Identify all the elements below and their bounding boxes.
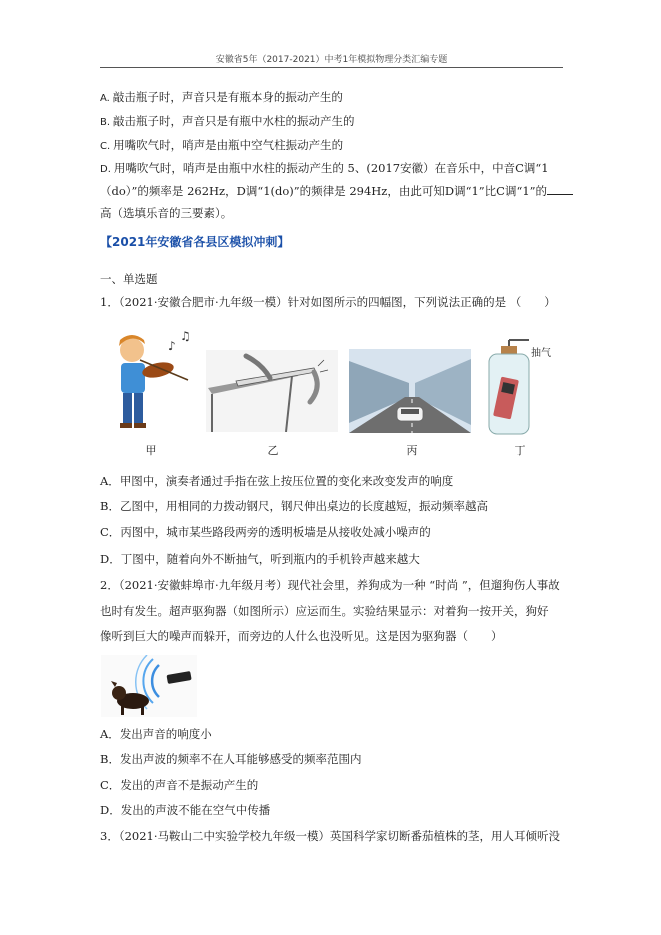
option-text: 发出的声波不能在空气中传播 bbox=[120, 803, 271, 817]
q2-stem-3: 像听到巨大的噪声而躲开，而旁边的人什么也没听见。这是因为驱狗器（ ） bbox=[100, 629, 503, 643]
option-text: 发出的声音不是振动产生的 bbox=[120, 778, 259, 792]
option-text: 敲击瓶子时，声音只是有瓶本身的振动产生的 bbox=[112, 90, 343, 104]
jar-phone-figure bbox=[483, 338, 553, 438]
dog-repeller-figure bbox=[101, 655, 197, 717]
page-header: 安徽省5年（2017-2021）中考1年模拟物理分类汇编专题 bbox=[215, 55, 448, 65]
caption-jia: 甲 bbox=[145, 444, 157, 457]
q2-option-b bbox=[100, 752, 361, 766]
q2-stem-1: 2．（2021·安徽蚌埠市·九年级月考）现代社会里，养狗成为一种 “时尚 ”，但遛狗伤人事故 bbox=[100, 578, 560, 592]
option-label: B. bbox=[100, 117, 111, 128]
part-title: 一、单选题 bbox=[100, 272, 158, 286]
q2-option-a bbox=[100, 727, 212, 741]
q1-option-a bbox=[100, 474, 453, 488]
option-label: A． bbox=[100, 727, 120, 741]
caption-yi: 乙 bbox=[267, 444, 279, 457]
sound-barrier-figure bbox=[349, 349, 471, 433]
q5-line1 bbox=[100, 184, 573, 198]
prev-option-d bbox=[100, 161, 549, 177]
answer-blank bbox=[547, 184, 573, 195]
prev-option-b bbox=[100, 114, 355, 130]
option-text: 乙图中，用相同的力拨动钢尺，钢尺伸出桌边的长度越短，振动频率越高 bbox=[119, 499, 488, 513]
caption-ding: 丁 bbox=[514, 444, 526, 457]
option-label: D. bbox=[100, 164, 111, 175]
ruler-table-figure bbox=[206, 350, 338, 432]
q1-option-b bbox=[100, 499, 488, 513]
header-rule bbox=[100, 67, 563, 68]
option-label: C． bbox=[100, 525, 121, 539]
q3-stem: 3．（2021·马鞍山二中实验学校九年级一模）英国科学家切断番茄植株的茎，用人耳倾听没 bbox=[100, 829, 560, 843]
option-label: C. bbox=[100, 141, 111, 152]
q5-line2: 高（选填乐音的三要素）。 bbox=[100, 206, 233, 220]
option-label: B． bbox=[100, 752, 120, 766]
option-text: 用嘴吹气时，哨声是由瓶中水柱的振动产生的 5、(2017安徽）在音乐中，中音C调“1 bbox=[113, 161, 549, 175]
option-text: 甲图中，演奏者通过手指在弦上按压位置的变化来改变发声的响度 bbox=[119, 474, 454, 488]
prev-option-a bbox=[100, 90, 343, 106]
svg-text:♪: ♪ bbox=[168, 339, 176, 353]
option-text: 丁图中，随着向外不断抽气，听到瓶内的手机铃声越来越大 bbox=[120, 552, 420, 566]
q1-option-c bbox=[100, 525, 431, 539]
svg-text:♫: ♫ bbox=[180, 329, 191, 343]
q5-text: （do）”的频率是 262Hz，D调“1(do)”的频律是 294Hz，由此可知D调“1”比C调“1”的 bbox=[100, 184, 548, 198]
q2-option-c bbox=[100, 778, 258, 792]
option-label: B． bbox=[100, 499, 120, 513]
option-text: 丙图中，城市某些路段两旁的透明板墙是从接收处减小噪声的 bbox=[120, 525, 431, 539]
q2-option-d bbox=[100, 803, 270, 817]
option-text: 发出声音的响度小 bbox=[119, 727, 212, 741]
option-label: D． bbox=[100, 803, 121, 817]
option-label: A. bbox=[100, 93, 110, 104]
caption-bing: 丙 bbox=[406, 444, 418, 457]
option-label: C． bbox=[100, 778, 121, 792]
violinist-figure bbox=[104, 328, 198, 438]
q1-stem: 1．（2021·安徽合肥市·九年级一模）针对如图所示的四幅图，下列说法正确的是 （ ） bbox=[100, 295, 556, 309]
prev-option-c bbox=[100, 138, 343, 154]
pump-label: 抽气 bbox=[531, 348, 551, 359]
section-title: 【2021年安徽省各县区模拟冲刺】 bbox=[100, 235, 290, 249]
option-label: A． bbox=[100, 474, 120, 488]
option-text: 敲击瓶子时，声音只是有瓶中水柱的振动产生的 bbox=[113, 114, 355, 128]
option-label: D． bbox=[100, 552, 121, 566]
option-text: 用嘴吹气时，哨声是由瓶中空气柱振动产生的 bbox=[113, 138, 344, 152]
q2-stem-2: 也时有发生。超声驱狗器（如图所示）应运而生。实验结果显示：对着狗一按开关，狗好 bbox=[100, 604, 549, 618]
q1-option-d bbox=[100, 552, 420, 566]
option-text: 发出声波的频率不在人耳能够感受的频率范围内 bbox=[119, 752, 362, 766]
